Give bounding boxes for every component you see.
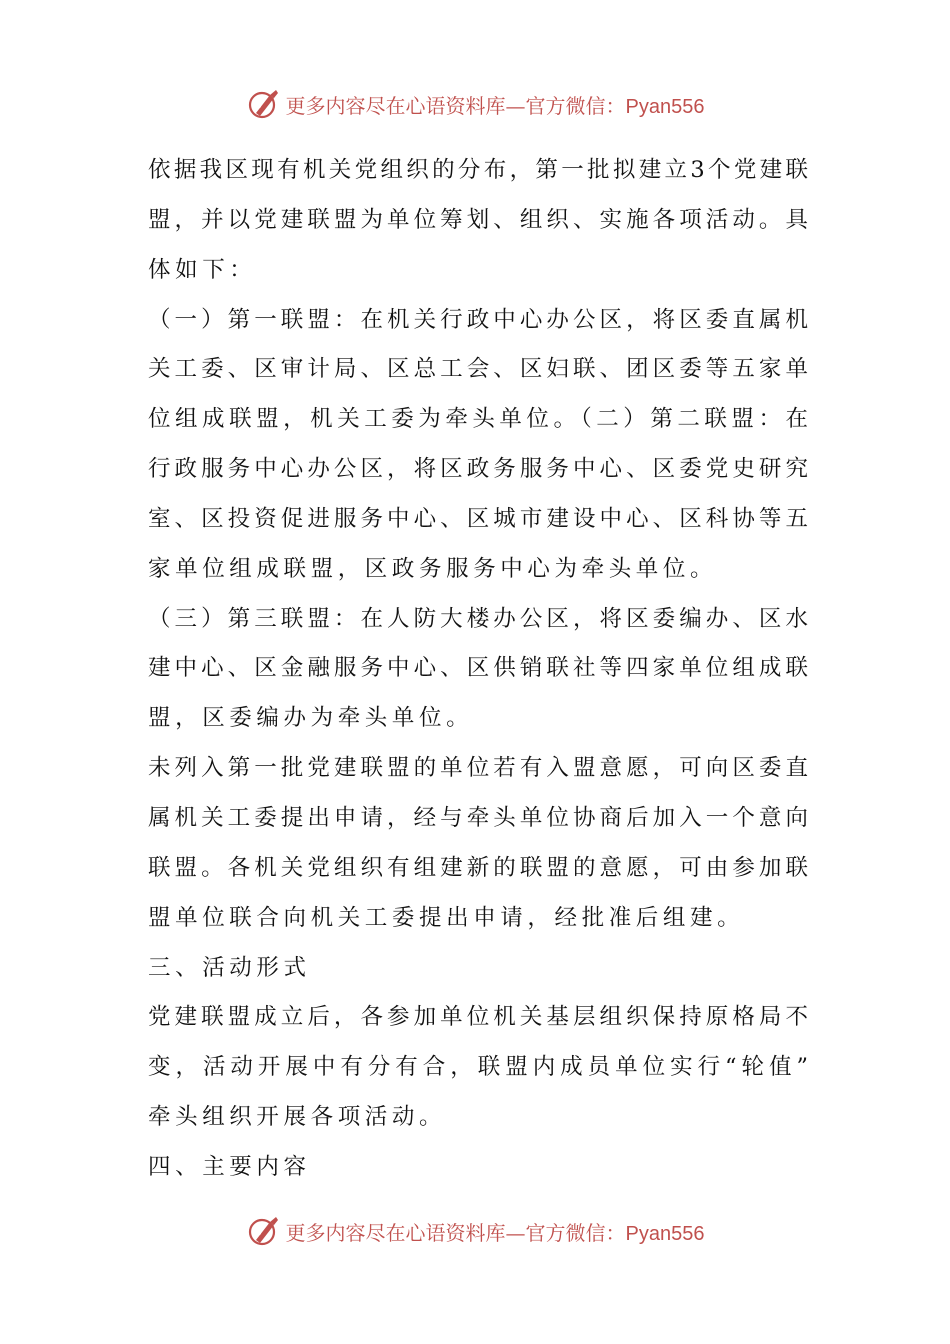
footer-watermark (0, 1211, 950, 1251)
pen-nib-circle-icon (246, 1213, 282, 1249)
wechat-id: Pyan556 (625, 1222, 705, 1245)
header-watermark (0, 84, 950, 124)
text-line: 四、主要内容 (148, 1153, 311, 1180)
text-line: 依据我区现有机关党组织的分布，第一批拟建立3个党建联 (148, 157, 808, 183)
text-line: 位组成联盟，机关工委为牵头单位。（二）第二联盟：在 (148, 406, 808, 433)
watermark-text: 更多内容尽在心语资料库—官方微信：Pyan556 (285, 93, 705, 118)
text-line: 盟单位联合向机关工委提出申请，经批准后组建。 (148, 904, 745, 931)
text-line: 盟，区委编办为牵头单位。 (148, 705, 474, 732)
text-line: 联盟。各机关党组织有组建新的联盟的意愿，可由参加联 (148, 854, 808, 881)
text-line: 属机关工委提出申请，经与牵头单位协商后加入一个意向 (148, 804, 808, 831)
text-line: 关工委、区审计局、区总工会、区妇联、团区委等五家单 (148, 356, 808, 383)
wechat-id: Pyan556 (625, 95, 705, 118)
text-line: 未列入第一批党建联盟的单位若有入盟意愿，可向区委直 (148, 755, 808, 782)
text-line: 室、区投资促进服务中心、区城市建设中心、区科协等五 (148, 505, 808, 532)
text-line: 建中心、区金融服务中心、区供销联社等四家单位组成联 (148, 655, 808, 682)
watermark-text: 更多内容尽在心语资料库—官方微信：Pyan556 (285, 1220, 705, 1245)
text-line: 体如下： (148, 256, 257, 283)
text-line: 党建联盟成立后，各参加单位机关基层组织保持原格局不 (148, 1004, 808, 1031)
text-line: 家单位组成联盟，区政务服务中心为牵头单位。 (148, 555, 718, 582)
text-line: （一）第一联盟：在机关行政中心办公区，将区委直属机 (148, 306, 808, 333)
text-line: （三）第三联盟：在人防大楼办公区，将区委编办、区水 (148, 605, 808, 632)
text-line: 牵头组织开展各项活动。 (148, 1104, 447, 1131)
text-line: 盟，并以党建联盟为单位筹划、组织、实施各项活动。具 (148, 206, 808, 233)
text-line: 变，活动开展中有分有合，联盟内成员单位实行“轮值” (148, 1054, 808, 1081)
document-body (148, 146, 808, 1193)
text-line: 行政服务中心办公区，将区政务服务中心、区委党史研究 (148, 456, 808, 483)
text-line: 三、活动形式 (148, 954, 311, 981)
pen-nib-circle-icon (246, 86, 282, 122)
